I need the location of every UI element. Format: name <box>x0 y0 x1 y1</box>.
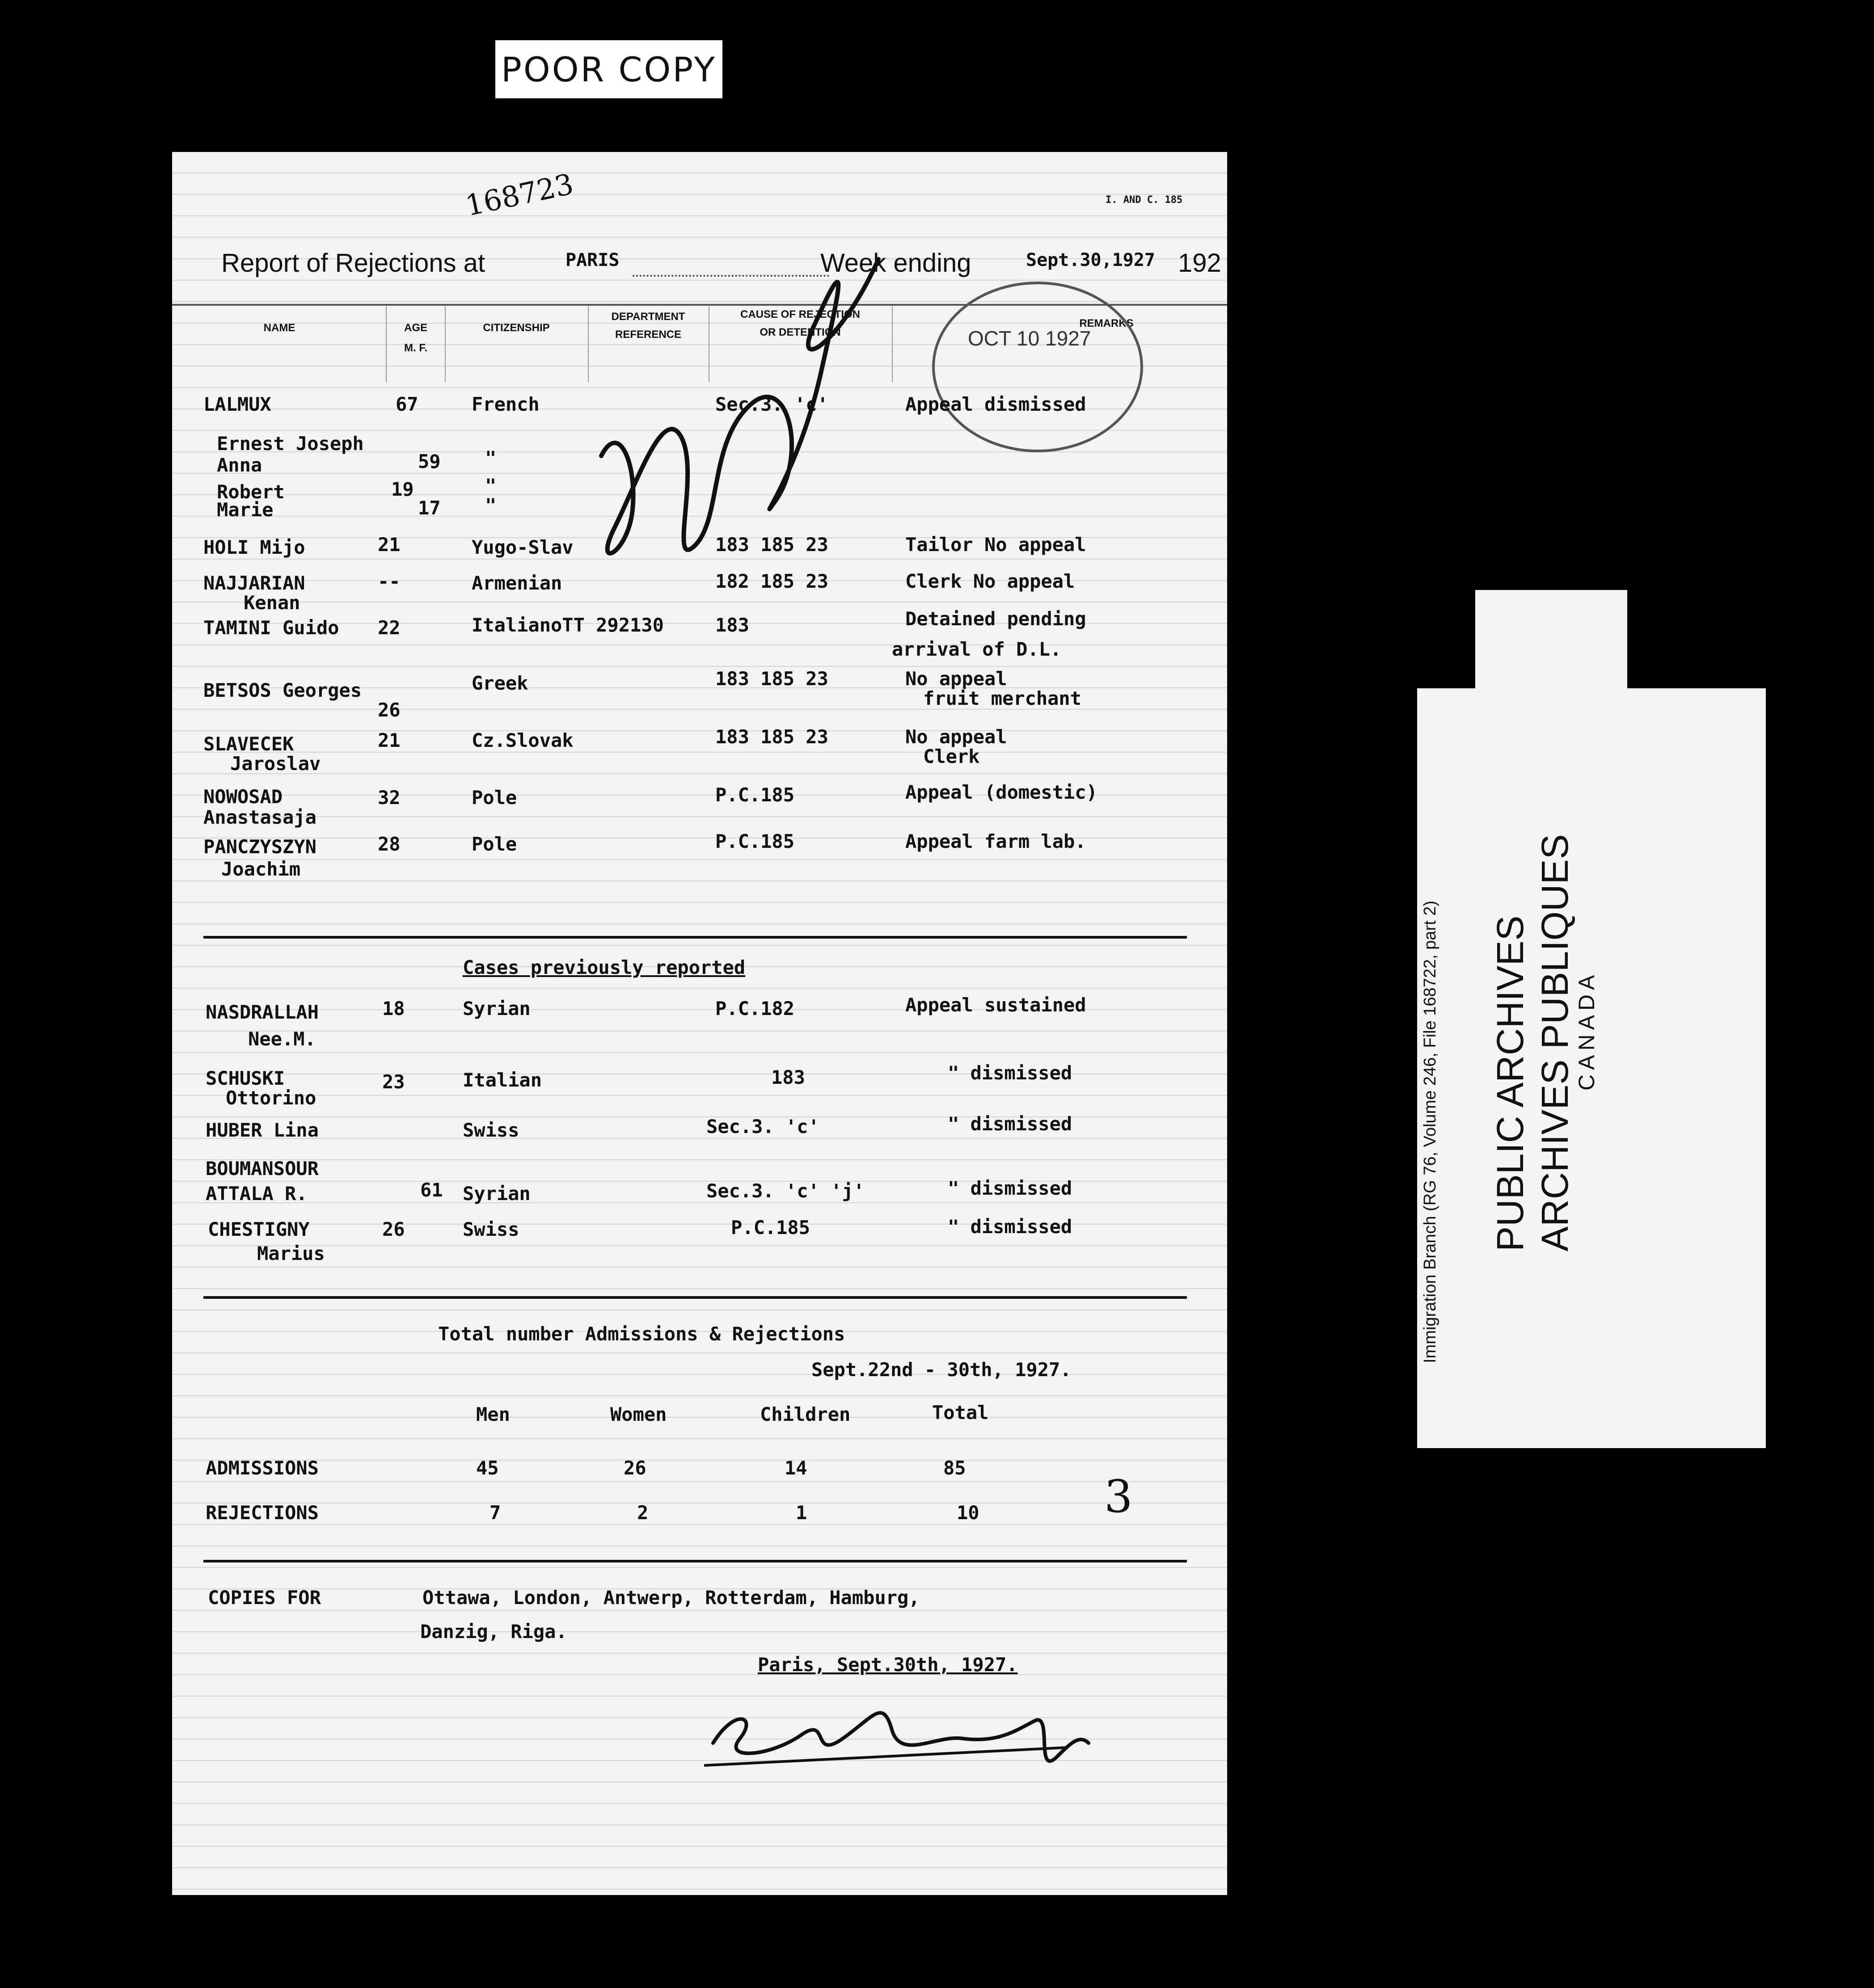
title-middle: Week ending <box>820 248 971 278</box>
prev-row-citizenship: Swiss <box>463 1119 519 1141</box>
row-cause: P.C.185 <box>715 830 795 852</box>
row-cause: 182 185 23 <box>715 570 828 592</box>
row-name: Jaroslav <box>230 753 321 775</box>
row-cause: 183 185 23 <box>715 726 828 748</box>
row-name: BETSOS Georges <box>203 679 362 701</box>
header-cause-1: CAUSE OF REJECTION <box>740 308 861 320</box>
col-sep <box>445 306 446 382</box>
prev-row-cause: Sec.3. 'c' <box>706 1116 819 1137</box>
row-name: NAJJARIAN <box>203 572 305 594</box>
prev-row-remarks: Appeal sustained <box>905 994 1086 1016</box>
signature-scrawl-top <box>566 188 932 679</box>
rejections-children: 1 <box>796 1502 807 1524</box>
document-page <box>172 152 1227 1895</box>
title-week-ending: Sept.30,1927 <box>1026 250 1155 270</box>
row-remarks: No appeal <box>905 726 1007 748</box>
row-remarks: Detained pending <box>905 608 1086 630</box>
row-citizenship: " <box>485 475 497 497</box>
row-name: LALMUX <box>203 393 271 415</box>
prev-row-name: BOUMANSOUR <box>206 1158 319 1179</box>
admissions-label: ADMISSIONS <box>206 1457 319 1479</box>
totals-col-children: Children <box>760 1403 851 1425</box>
row-age-f: 59 <box>418 451 441 472</box>
prev-row-citizenship: Syrian <box>463 1183 531 1205</box>
header-dept-1: DEPARTMENT <box>611 311 685 323</box>
row-name: Joachim <box>221 858 301 880</box>
prev-row-remarks: " dismissed <box>948 1177 1072 1199</box>
prev-row-remarks: " dismissed <box>948 1113 1072 1135</box>
prev-row-name: Ottorino <box>226 1087 317 1109</box>
row-name: Anna <box>217 454 262 476</box>
admissions-children: 14 <box>785 1457 807 1479</box>
row-remarks: Appeal farm lab. <box>905 830 1086 852</box>
prev-row-cause: P.C.182 <box>715 998 795 1019</box>
row-remarks: Clerk <box>923 746 980 767</box>
header-name: NAME <box>263 322 295 334</box>
prev-row-cause: 183 <box>771 1066 805 1088</box>
row-name: Ernest Joseph <box>217 433 364 455</box>
section-divider <box>203 1296 1187 1299</box>
row-citizenship: Greek <box>472 672 528 694</box>
section-divider <box>203 936 1187 939</box>
totals-col-total: Total <box>932 1402 989 1424</box>
rejections-label: REJECTIONS <box>206 1502 319 1524</box>
row-name: Kenan <box>244 592 300 614</box>
row-cause: P.C.185 <box>715 784 795 806</box>
prev-row-citizenship: Syrian <box>463 998 531 1019</box>
prev-row-citizenship: Italian <box>463 1069 542 1091</box>
admissions-total: 85 <box>943 1457 966 1479</box>
prev-row-cause: P.C.185 <box>731 1217 810 1238</box>
row-age-m: 19 <box>391 478 414 500</box>
row-cause: 183 <box>715 614 749 636</box>
row-name: HOLI Mijo <box>203 536 305 558</box>
row-remarks: fruit merchant <box>923 687 1082 709</box>
row-name: NOWOSAD <box>203 786 283 808</box>
prev-row-cause: Sec.3. 'c' 'j' <box>706 1180 865 1202</box>
place-date: Paris, Sept.30th, 1927. <box>758 1654 1018 1676</box>
prev-row-age-m: 26 <box>382 1218 405 1240</box>
handwritten-file-number: 168723 <box>462 168 577 223</box>
row-cause: Sec.3. 'c' <box>715 393 828 415</box>
stamp-date: OCT 10 1927 <box>968 327 1091 350</box>
prev-row-name: Marius <box>257 1242 325 1264</box>
row-name: PANCZYSZYN <box>203 836 317 858</box>
archive-line-1: PUBLIC ARCHIVES <box>1489 915 1531 1251</box>
row-age-m: 21 <box>378 534 401 556</box>
copies-line1: Ottawa, London, Antwerp, Rotterdam, Hamburg, <box>422 1587 920 1609</box>
prev-row-remarks: " dismissed <box>948 1216 1072 1238</box>
row-citizenship: " <box>485 494 497 516</box>
previous-heading: Cases previously reported <box>463 956 746 978</box>
prev-row-name: CHESTIGNY <box>208 1218 310 1240</box>
row-name: Robert <box>217 481 285 503</box>
admissions-men: 45 <box>476 1457 499 1479</box>
row-age-m: 32 <box>378 787 401 809</box>
row-citizenship: Pole <box>472 787 517 809</box>
header-age-sub: M. F. <box>404 342 427 354</box>
copies-line2: Danzig, Riga. <box>420 1621 567 1643</box>
archive-reference: Immigration Branch (RG 76, Volume 246, File 168722, part 2) <box>1421 901 1439 1363</box>
prev-row-remarks: " dismissed <box>948 1062 1072 1084</box>
totals-col-women: Women <box>610 1403 667 1425</box>
header-age: AGE <box>404 322 427 334</box>
header-cause-2: OR DETENTION <box>760 326 841 338</box>
row-name: Marie <box>217 499 274 521</box>
prev-row-name: HUBER Lina <box>206 1119 319 1141</box>
row-remarks: Clerk No appeal <box>905 570 1075 592</box>
prev-row-name: ATTALA R. <box>206 1183 308 1205</box>
row-age-f: 17 <box>418 497 441 519</box>
totals-heading: Total number Admissions & Rejections <box>438 1323 845 1345</box>
rejections-men: 7 <box>490 1502 501 1524</box>
header-dept-2: REFERENCE <box>615 329 682 341</box>
rejections-total: 10 <box>957 1502 979 1524</box>
section-divider <box>203 1560 1187 1563</box>
title-year-prefix: 192 <box>1178 248 1221 278</box>
margin-note: 3 <box>1104 1470 1133 1523</box>
title-location: PARIS <box>566 250 620 270</box>
title-prefix: Report of Rejections at <box>221 248 485 278</box>
row-age-m: 28 <box>378 833 401 855</box>
row-citizenship: Yugo-Slav <box>472 536 574 558</box>
totals-period: Sept.22nd - 30th, 1927. <box>811 1359 1072 1381</box>
rejections-women: 2 <box>637 1502 649 1524</box>
row-cause: 183 185 23 <box>715 534 828 556</box>
row-name: Anastasaja <box>203 806 317 828</box>
totals-col-men: Men <box>476 1403 510 1425</box>
row-remarks: Tailor No appeal <box>905 534 1086 556</box>
header-citizenship: CITIZENSHIP <box>483 322 550 334</box>
archive-line-3: CANADA <box>1574 970 1599 1091</box>
copies-label: COPIES FOR <box>208 1587 321 1609</box>
row-remarks: No appeal <box>905 668 1007 690</box>
row-age-m: 21 <box>378 729 401 751</box>
form-number: I. AND C. 185 <box>1106 194 1183 206</box>
row-cause: 183 185 23 <box>715 668 828 690</box>
row-name: TAMINI Guido <box>203 617 339 639</box>
prev-row-age-m: 18 <box>382 998 405 1019</box>
row-age-m: 22 <box>378 617 401 639</box>
row-citizenship: Pole <box>472 833 517 855</box>
prev-row-age-f: 61 <box>420 1179 443 1201</box>
row-citizenship: Cz.Slovak <box>472 729 574 751</box>
prev-row-name: SCHUSKI <box>206 1067 285 1089</box>
row-remarks: arrival of D.L. <box>892 638 1062 660</box>
row-age-m: 67 <box>396 393 418 415</box>
prev-row-name: NASDRALLAH <box>206 1001 319 1023</box>
row-citizenship: " <box>485 447 497 469</box>
row-remarks: Appeal dismissed <box>905 393 1086 415</box>
row-remarks: Appeal (domestic) <box>905 781 1097 803</box>
row-name: SLAVECEK <box>203 733 294 755</box>
prev-row-name: Nee.M. <box>248 1028 316 1050</box>
archive-line-2: ARCHIVES PUBLIQUES <box>1534 834 1576 1251</box>
row-citizenship: French <box>472 393 540 415</box>
prev-row-citizenship: Swiss <box>463 1218 519 1240</box>
admissions-women: 26 <box>624 1457 646 1479</box>
signature-bottom <box>695 1681 1097 1788</box>
header-remarks: REMARKS <box>1079 317 1134 329</box>
row-age-m: 26 <box>378 699 401 721</box>
row-age-m: -- <box>378 570 401 592</box>
prev-row-age-m: 23 <box>382 1071 405 1093</box>
poor-copy-label: POOR COPY <box>495 40 722 98</box>
received-stamp <box>932 282 1143 452</box>
row-citizenship: Armenian <box>472 572 562 594</box>
row-citizenship: ItalianoTT 292130 <box>472 614 664 636</box>
